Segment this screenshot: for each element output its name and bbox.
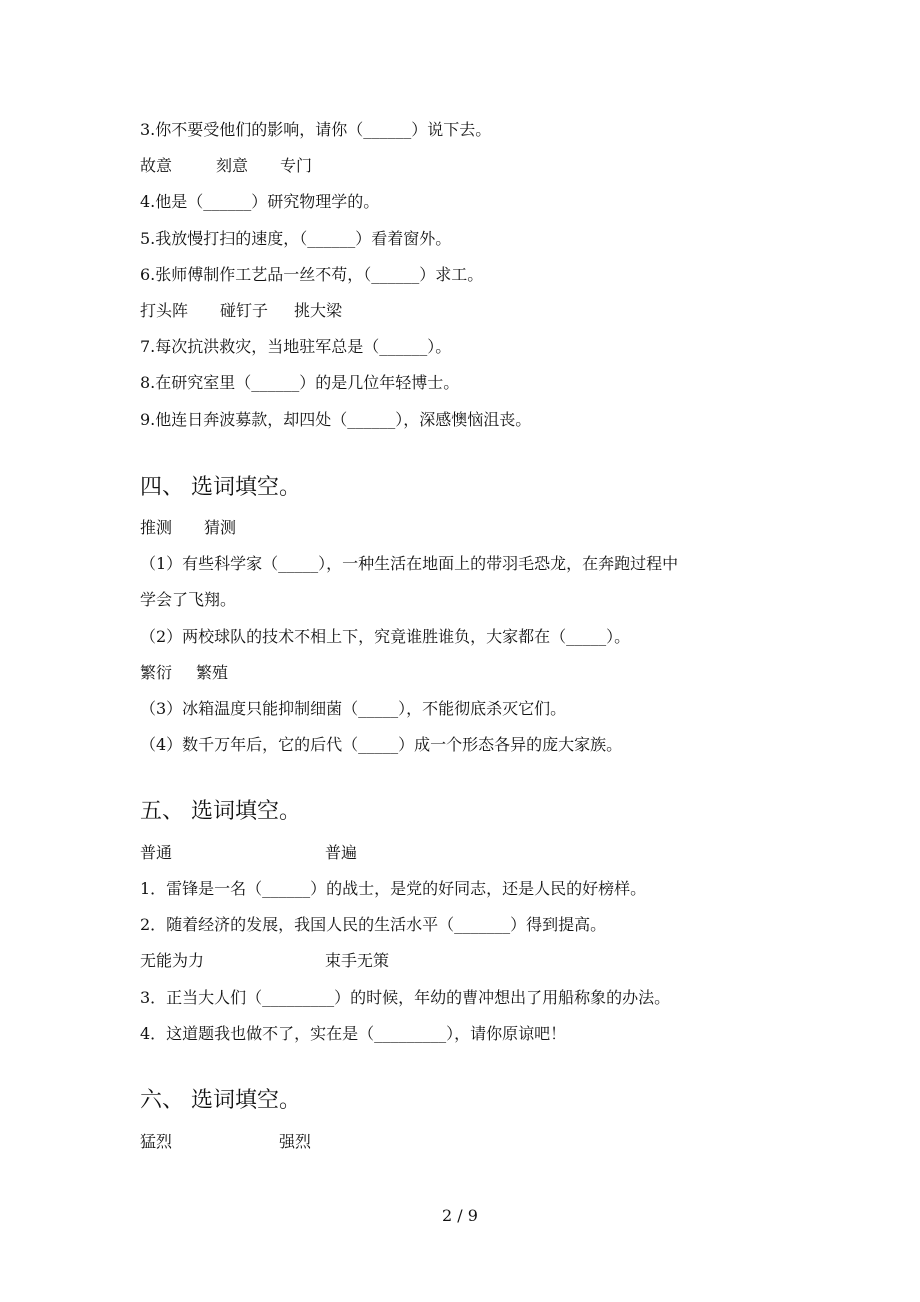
page-number: 2 / 9 xyxy=(442,1206,478,1225)
question-3-6: 6.张师傅制作工艺品一丝不苟，（______）求工。 xyxy=(140,265,484,284)
word-choice: 打头阵 xyxy=(140,301,189,320)
word-choice: 无能为力 xyxy=(140,951,205,970)
question-4-1-line1: （1）有些科学家（_____），一种生活在地面上的带羽毛恐龙，在奔跑过程中 xyxy=(140,554,679,573)
question-4-1-line2: 学会了飞翔。 xyxy=(140,590,237,609)
word-choice: 刻意 xyxy=(216,156,249,175)
word-choice: 挑大梁 xyxy=(294,301,343,320)
question-5-2: 2．随着经济的发展，我国人民的生活水平（_______）得到提高。 xyxy=(140,915,607,934)
question-5-1: 1．雷锋是一名（______）的战士，是党的好同志，还是人民的好榜样。 xyxy=(140,879,647,898)
section-heading-4: 四、 选词填空。 xyxy=(140,475,301,500)
word-choice: 普通 xyxy=(140,843,173,862)
question-5-4: 4．这道题我也做不了，实在是（_________），请你原谅吧！ xyxy=(140,1024,567,1043)
question-4-3: （3）冰箱温度只能抑制细菌（_____），不能彻底杀灭它们。 xyxy=(140,699,567,718)
word-choice: 猜测 xyxy=(204,518,237,537)
word-choice: 碰钉子 xyxy=(220,301,269,320)
word-choice: 推测 xyxy=(140,518,173,537)
word-choices-4a xyxy=(140,518,236,538)
word-choice: 强烈 xyxy=(279,1132,312,1151)
word-choice: 束手无策 xyxy=(325,951,390,970)
question-4-2: （2）两校球队的技术不相上下，究竟谁胜谁负，大家都在（_____）。 xyxy=(140,627,631,646)
question-5-3: 3．正当大人们（_________）的时候，年幼的曹冲想出了用船称象的办法。 xyxy=(140,988,671,1007)
question-3-8: 8.在研究室里（______）的是几位年轻博士。 xyxy=(140,373,460,392)
question-3-3: 3.你不要受他们的影响，请你（______）说下去。 xyxy=(140,120,492,139)
question-3-9: 9.他连日奔波募款，却四处（______），深感懊恼沮丧。 xyxy=(140,410,532,429)
word-choice: 普遍 xyxy=(325,843,358,862)
word-choices-4b xyxy=(140,663,228,683)
word-choices-5a xyxy=(140,843,357,863)
word-choice: 专门 xyxy=(280,156,313,175)
section-heading-5: 五、 选词填空。 xyxy=(140,799,301,824)
word-choices-c xyxy=(140,301,342,321)
question-3-4: 4.他是（______）研究物理学的。 xyxy=(140,192,380,211)
word-choice: 繁殖 xyxy=(196,663,229,682)
question-4-4: （4）数千万年后，它的后代（_____）成一个形态各异的庞大家族。 xyxy=(140,735,623,754)
word-choices-b xyxy=(140,156,312,176)
word-choice: 故意 xyxy=(140,156,173,175)
question-3-7: 7.每次抗洪救灾，当地驻军总是（______）。 xyxy=(140,337,452,356)
word-choice: 猛烈 xyxy=(140,1132,173,1151)
question-3-5: 5.我放慢打扫的速度，（______）看着窗外。 xyxy=(140,229,452,248)
word-choice: 繁衍 xyxy=(140,663,173,682)
word-choices-5b xyxy=(140,951,389,971)
section-heading-6: 六、 选词填空。 xyxy=(140,1088,301,1113)
word-choices-6a xyxy=(140,1132,311,1152)
